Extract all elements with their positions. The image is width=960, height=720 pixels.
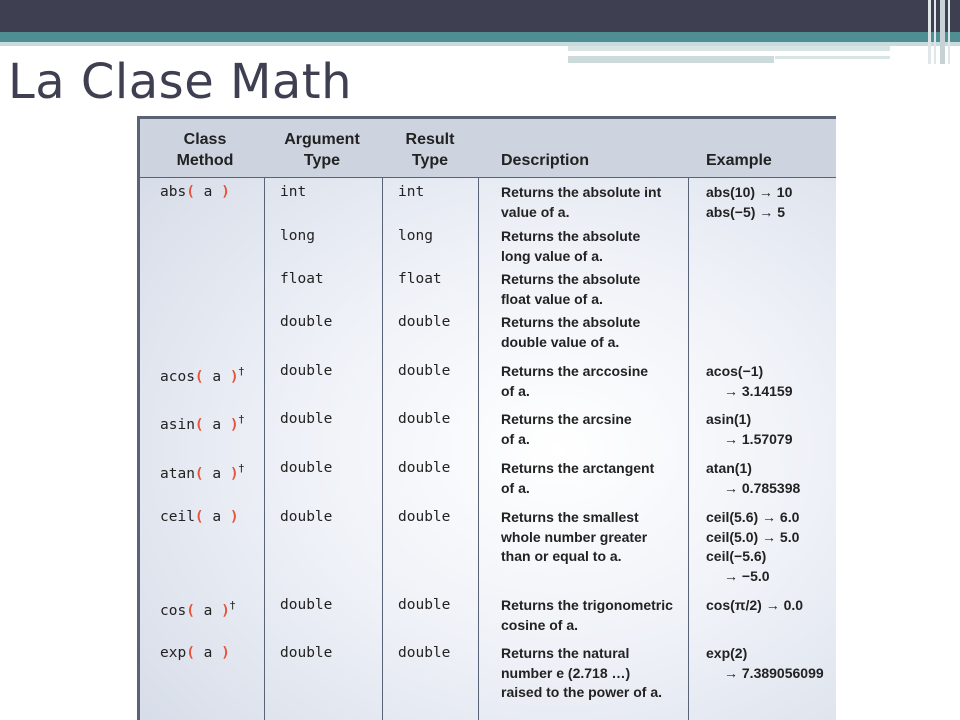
description-line: Returns the absolute (501, 314, 641, 330)
column-divider (382, 177, 383, 720)
open-paren: ( (194, 368, 213, 385)
class-method-cell (160, 183, 230, 203)
header-line: Type (411, 152, 449, 169)
example-line: ceil(5.0) → 5.0 (706, 528, 800, 545)
decorative-vertical-line (928, 0, 931, 64)
top-dark-bar (0, 0, 960, 32)
method-argument: a (212, 465, 222, 482)
class-method-cell (160, 410, 244, 435)
open-paren: ( (194, 465, 213, 482)
class-method-cell (160, 362, 244, 387)
argument-type-cell: int (280, 184, 307, 200)
description-line: number e (2.718 …) (501, 664, 631, 681)
description-line: than or equal to a. (501, 548, 622, 564)
example-cell (706, 596, 836, 616)
result-type-cell: double (398, 645, 451, 661)
example-line: → 1.57079 (724, 430, 793, 447)
description-line: of a. (501, 430, 530, 447)
header-line: Type (303, 152, 341, 169)
decorative-vertical-line (934, 0, 936, 64)
decorative-line (568, 56, 774, 63)
class-method-cell (160, 459, 244, 484)
example-cell (706, 362, 836, 401)
example-line: acos(−1) (706, 363, 764, 379)
close-paren: ) (212, 645, 230, 661)
header-line: Class (183, 131, 227, 148)
method-argument: a (203, 645, 213, 661)
description-line: Returns the absolute (501, 228, 641, 244)
description-line: Returns the trigonometric (501, 597, 673, 613)
header-description: Description (501, 152, 590, 169)
description-line: value of a. (501, 203, 570, 220)
result-type-cell: int (398, 184, 425, 200)
example-line: abs(10) → 10 (706, 184, 793, 200)
open-paren: ( (186, 602, 204, 619)
method-name: asin (160, 416, 195, 433)
open-paren: ( (186, 645, 204, 661)
description-cell (501, 459, 689, 498)
description-line: Returns the arcsine (501, 411, 632, 427)
decorative-line (775, 56, 890, 59)
class-method-cell (160, 596, 235, 621)
result-type-cell: double (398, 460, 451, 476)
example-cell (706, 183, 836, 222)
dagger-mark: † (238, 462, 245, 475)
description-line: Returns the absolute int (501, 184, 662, 200)
description-line: Returns the smallest (501, 509, 639, 525)
description-line: cosine of a. (501, 616, 579, 633)
header-class-method (160, 129, 250, 171)
argument-type-cell: double (280, 411, 333, 427)
header-argument-type (272, 129, 372, 171)
description-cell (501, 644, 689, 703)
method-argument: a (203, 602, 213, 619)
example-line: ceil(5.6) → 6.0 (706, 509, 800, 525)
close-paren: ) (221, 465, 239, 482)
header-line: Result (405, 131, 455, 148)
example-line: → −5.0 (724, 567, 770, 584)
description-cell (501, 410, 689, 449)
example-cell (706, 459, 836, 498)
open-paren: ( (186, 184, 204, 200)
method-argument: a (212, 368, 222, 385)
slide-title: La Clase Math (8, 54, 353, 110)
method-name: abs (160, 184, 187, 200)
description-line: Returns the absolute (501, 271, 641, 287)
header-line: Method (176, 152, 234, 169)
header-result-type (390, 129, 470, 171)
dagger-mark: † (229, 599, 236, 612)
description-cell (501, 183, 689, 222)
class-method-cell (160, 644, 230, 664)
argument-type-cell: double (280, 509, 333, 525)
description-line: of a. (501, 382, 530, 399)
math-methods-table (137, 116, 836, 720)
method-argument: a (203, 184, 213, 200)
example-line: → 3.14159 (724, 382, 793, 399)
example-cell (706, 410, 836, 449)
argument-type-cell: float (280, 271, 324, 287)
close-paren: ) (221, 509, 239, 525)
description-line: float value of a. (501, 290, 603, 307)
description-line: double value of a. (501, 333, 620, 350)
open-paren: ( (194, 416, 213, 433)
description-cell (501, 508, 689, 567)
decorative-vertical-line (948, 0, 950, 64)
description-line: long value of a. (501, 247, 603, 264)
close-paren: ) (221, 368, 239, 385)
example-line: exp(2) (706, 645, 748, 661)
dagger-mark: † (238, 413, 245, 426)
decorative-vertical-line (940, 0, 945, 64)
description-cell (501, 596, 689, 635)
description-line: Returns the natural (501, 645, 630, 661)
example-line: abs(−5) → 5 (706, 203, 785, 220)
argument-type-cell: double (280, 314, 333, 330)
argument-type-cell: double (280, 597, 333, 613)
result-type-cell: double (398, 411, 451, 427)
description-cell (501, 313, 689, 352)
top-teal-bar (0, 32, 960, 42)
description-cell (501, 270, 689, 309)
argument-type-cell: double (280, 460, 333, 476)
description-line: Returns the arccosine (501, 363, 649, 379)
method-name: cos (160, 602, 187, 619)
method-name: ceil (160, 509, 195, 525)
result-type-cell: double (398, 314, 451, 330)
table-header (140, 119, 836, 178)
decorative-line (568, 46, 890, 51)
close-paren: ) (221, 416, 239, 433)
method-argument: a (212, 416, 222, 433)
result-type-cell: double (398, 509, 451, 525)
result-type-cell: double (398, 597, 451, 613)
result-type-cell: long (398, 228, 433, 244)
header-example: Example (706, 152, 772, 169)
description-cell (501, 362, 689, 401)
close-paren: ) (212, 602, 230, 619)
result-type-cell: double (398, 363, 451, 379)
method-argument: a (212, 509, 222, 525)
example-line: → 7.389056099 (724, 664, 824, 681)
example-line: cos(π/2) → 0.0 (706, 597, 804, 613)
example-cell (706, 508, 836, 586)
method-name: atan (160, 465, 195, 482)
method-name: acos (160, 368, 195, 385)
description-line: raised to the power of a. (501, 684, 663, 700)
result-type-cell: float (398, 271, 442, 287)
column-divider (478, 177, 479, 720)
argument-type-cell: long (280, 228, 315, 244)
close-paren: ) (212, 184, 230, 200)
example-line: atan(1) (706, 460, 752, 476)
description-cell (501, 227, 689, 266)
example-cell (706, 644, 836, 683)
column-divider (264, 177, 265, 720)
example-line: → 0.785398 (724, 479, 801, 496)
open-paren: ( (194, 509, 213, 525)
method-name: exp (160, 645, 187, 661)
header-line: Argument (284, 131, 360, 148)
example-line: ceil(−5.6) (706, 548, 767, 564)
argument-type-cell: double (280, 363, 333, 379)
description-line: Returns the arctangent (501, 460, 655, 476)
class-method-cell (160, 508, 239, 528)
argument-type-cell: double (280, 645, 333, 661)
dagger-mark: † (238, 365, 245, 378)
example-line: asin(1) (706, 411, 752, 427)
description-line: whole number greater (501, 528, 648, 545)
description-line: of a. (501, 479, 530, 496)
